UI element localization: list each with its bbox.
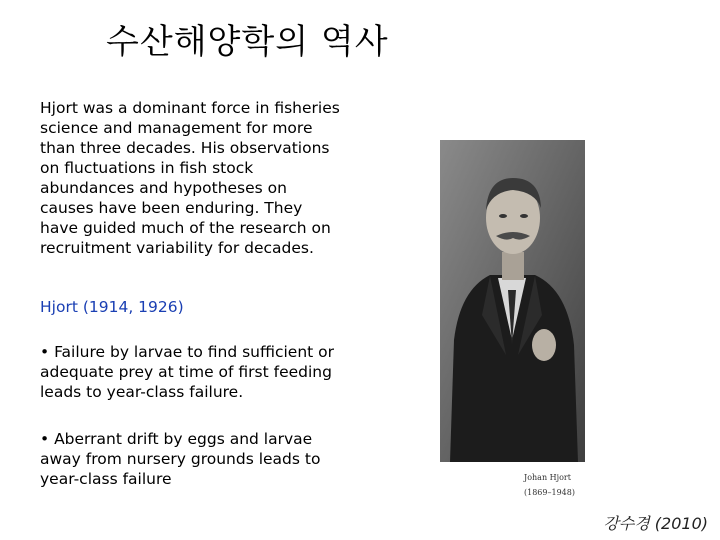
bullet-item: • Failure by larvae to find sufficient or adequate prey at time of first feeding leads to year-class failure. — [40, 343, 335, 401]
credit-text: 강수경 (2010) — [603, 514, 708, 533]
caption-years: (1869–1948) — [524, 488, 575, 497]
slide-title: 수산해양학의 역사 — [106, 22, 389, 62]
portrait-photo — [440, 140, 585, 462]
intro-paragraph: Hjort was a dominant force in fisheries science and management for more than three decades. His observations on fluctuations in fish stock abundances and hypotheses on causes have been enduring. They have guided much of the research on recruitment variability for decades. — [40, 99, 340, 257]
caption-name: Johan Hjort — [524, 473, 571, 482]
photo-caption — [524, 470, 575, 500]
bullet-item: • Aberrant drift by eggs and larvae away from nursery grounds leads to year-class failure — [40, 430, 321, 488]
citation: Hjort (1914, 1926) — [40, 298, 184, 316]
